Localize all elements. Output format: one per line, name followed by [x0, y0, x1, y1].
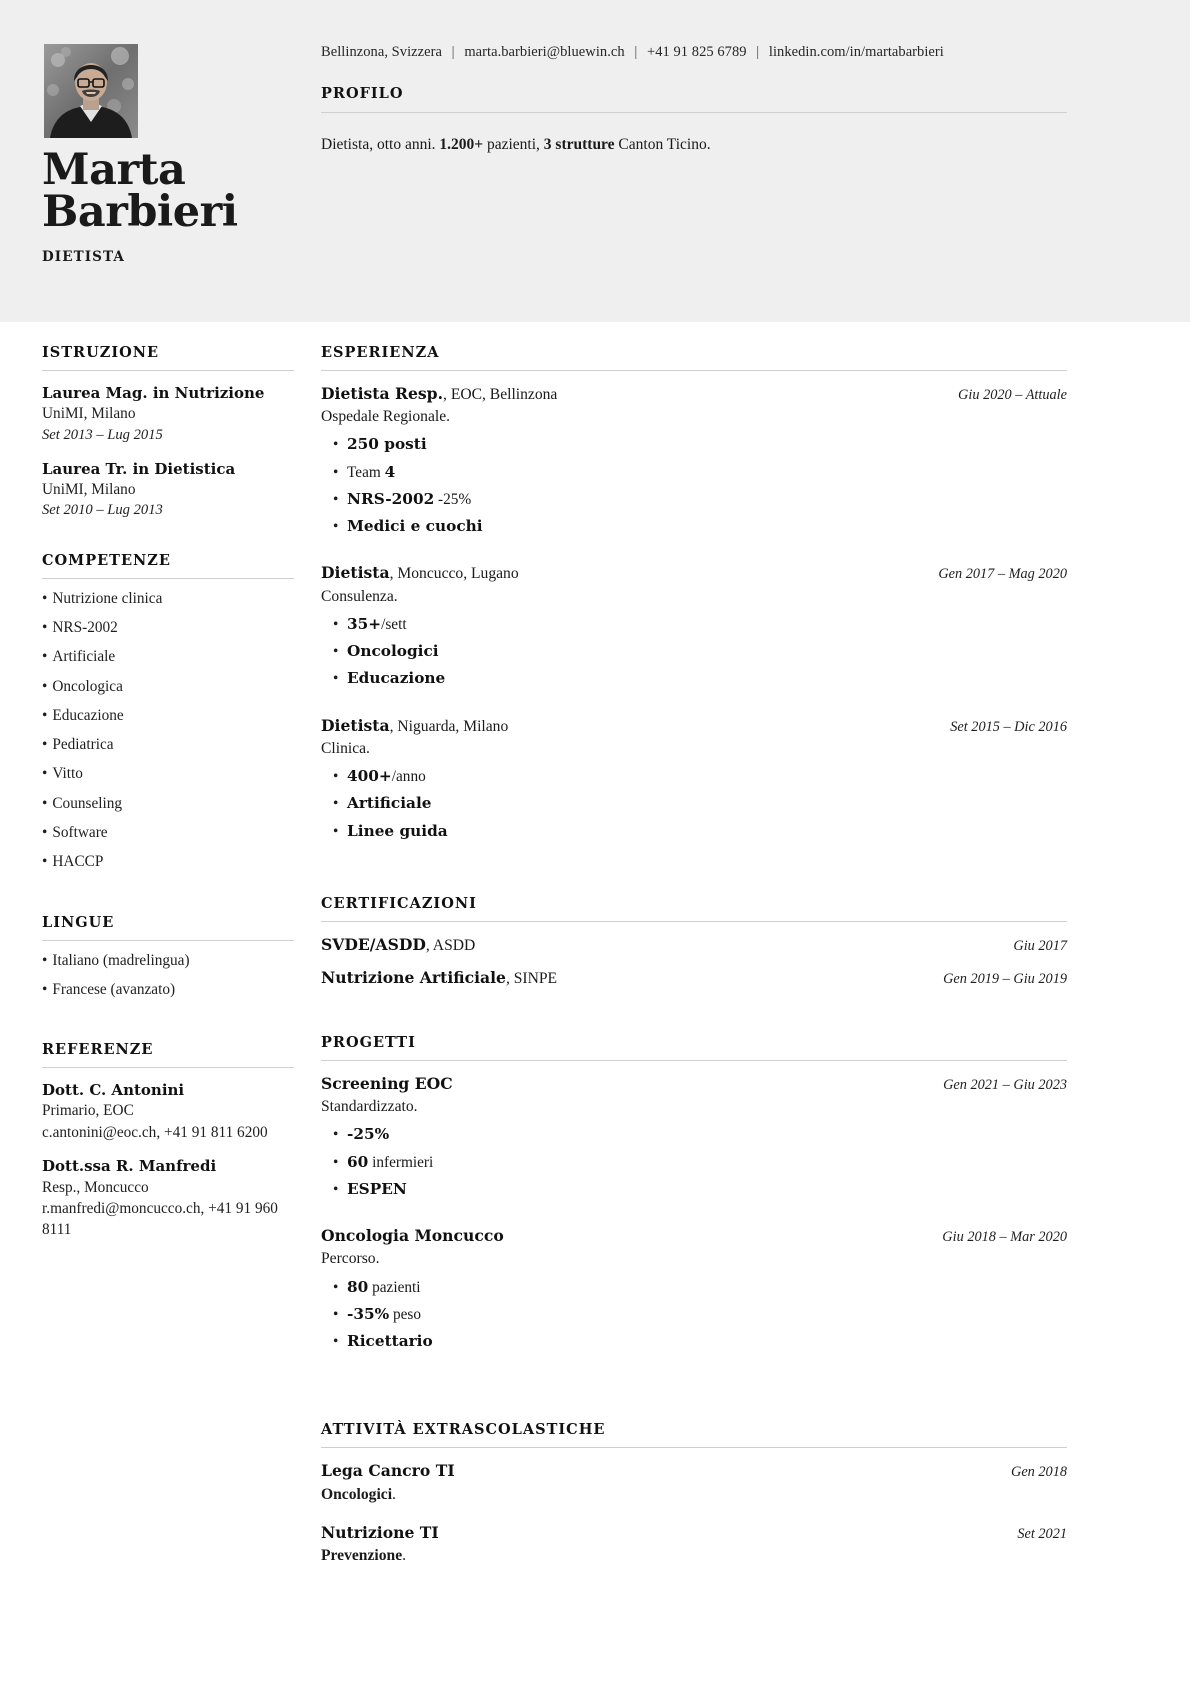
bullet-bold: 400+ [347, 766, 392, 785]
list-item [333, 462, 1067, 492]
experience-date: Gen 2017 – Mag 2020 [938, 566, 1067, 583]
experience-entry [321, 715, 1067, 851]
section-title-lingue: LINGUE [42, 913, 115, 931]
section-lingue [42, 914, 294, 1012]
education-entry [42, 459, 294, 522]
section-divider [321, 370, 1067, 371]
section-divider [42, 578, 294, 579]
skill-label: Counseling [52, 794, 123, 812]
job-title: DIETISTA [42, 249, 126, 266]
section-divider [321, 1060, 1067, 1061]
body-area [0, 322, 1190, 1564]
project-description: Standardizzato. [321, 1098, 418, 1116]
section-divider [42, 1067, 294, 1068]
profile-section-header [321, 85, 1067, 113]
list-item [42, 679, 294, 708]
skill-label: Software [52, 824, 108, 841]
list-item [333, 1152, 1067, 1182]
bullet-icon: • [42, 951, 48, 969]
list-item [42, 953, 294, 982]
bullet-icon: • [333, 436, 339, 454]
profile-text-3: Canton Ticino. [614, 136, 711, 153]
list-item [333, 489, 1067, 519]
bullet-icon: • [42, 736, 48, 754]
section-divider [321, 1447, 1067, 1448]
extracurricular-desc-bold: Prevenzione [321, 1546, 403, 1564]
list-item [42, 708, 294, 737]
project-description: Percorso. [321, 1250, 380, 1268]
section-title-referenze: REFERENZE [42, 1041, 154, 1059]
certification-name-bold: Nutrizione Artificiale [321, 967, 506, 987]
project-title-bold: Oncologia Moncucco [321, 1226, 504, 1246]
experience-bullets [321, 766, 1067, 851]
bullet-icon: • [333, 670, 339, 688]
bullet-bold: Medici e cuochi [347, 517, 483, 536]
reference-contact[interactable]: r.manfredi@moncucco.ch, +41 91 960 8111 [42, 1199, 278, 1239]
section-progetti [321, 1034, 1067, 1361]
extracurricular-desc-bold: Oncologici [321, 1485, 393, 1503]
bullet-icon: • [42, 853, 48, 871]
reference-entry [42, 1156, 294, 1240]
list-item [333, 794, 1067, 823]
section-divider [321, 112, 1067, 113]
bullet-icon: • [42, 980, 48, 998]
language-label: Italiano (madrelingua) [52, 951, 190, 969]
profile-bold-facilities: 3 strutture [543, 136, 615, 153]
bullet-icon: • [42, 824, 48, 841]
contact-separator: | [756, 44, 760, 60]
bullet-icon: • [333, 1278, 339, 1296]
section-certificazioni [321, 895, 1067, 990]
list-item [333, 1179, 1067, 1209]
bullet-bold: 80 [347, 1277, 369, 1296]
list-item [333, 614, 1067, 644]
bullet-bold: Ricettario [347, 1332, 433, 1351]
list-item [42, 620, 294, 649]
list-item [42, 854, 294, 883]
list-item [42, 982, 294, 1011]
experience-role-bold: Dietista Resp. [321, 384, 444, 403]
profile-summary [321, 134, 1067, 156]
bullet-rest: peso [389, 1305, 422, 1323]
bullet-icon: • [42, 589, 48, 607]
project-date: Gen 2021 – Giu 2023 [943, 1077, 1067, 1094]
skill-label: HACCP [52, 853, 104, 871]
project-bullets [321, 1277, 1067, 1362]
bullet-bold: Oncologici [347, 642, 439, 661]
profile-photo [44, 44, 138, 138]
experience-date: Giu 2020 – Attuale [958, 387, 1067, 403]
list-item [42, 649, 294, 678]
experience-header-row [321, 715, 1067, 738]
experience-role [321, 562, 519, 585]
skill-label: Educazione [52, 706, 124, 724]
bullet-icon: • [333, 822, 339, 840]
bullet-bold: 250 posti [347, 435, 427, 454]
list-item [42, 796, 294, 825]
extracurricular-title-bold: Lega Cancro TI [321, 1461, 455, 1481]
education-degree: Laurea Mag. in Nutrizione [42, 384, 265, 402]
experience-role-rest: , Niguarda, Milano [389, 717, 509, 735]
experience-header-row [321, 562, 1067, 585]
section-divider [42, 940, 294, 941]
list-item [333, 435, 1067, 464]
bullet-icon: • [333, 463, 339, 481]
bullet-icon: • [333, 518, 339, 536]
bullet-icon: • [333, 490, 339, 508]
reference-contact[interactable]: c.antonini@eoc.ch, +41 91 811 6200 [42, 1123, 268, 1141]
experience-entry [321, 383, 1067, 546]
section-title-progetti: PROGETTI [321, 1034, 416, 1052]
list-item [333, 1304, 1067, 1334]
section-competenze [42, 552, 294, 884]
section-istruzione [42, 344, 294, 522]
certification-issuer: , ASDD [425, 936, 476, 954]
reference-role: Primario, EOC [42, 1102, 134, 1120]
bullet-icon: • [333, 1153, 339, 1171]
experience-role [321, 715, 508, 738]
certification-date: Gen 2019 – Giu 2019 [943, 970, 1067, 987]
bullet-bold: NRS-2002 [347, 489, 435, 508]
education-school: UniMI, Milano [42, 405, 136, 423]
certification-date: Giu 2017 [1013, 937, 1067, 954]
education-degree: Laurea Tr. in Dietistica [42, 459, 236, 478]
bullet-icon: • [333, 767, 339, 785]
bullet-bold: 60 [347, 1152, 369, 1171]
experience-role [321, 383, 557, 406]
skill-label: Nutrizione clinica [52, 589, 163, 607]
section-esperienza [321, 344, 1067, 851]
reference-name: Dott.ssa R. Manfredi [42, 1157, 217, 1176]
certification-entry [321, 967, 1067, 990]
extracurricular-title [321, 1460, 455, 1483]
extracurricular-header-row [321, 1522, 1067, 1545]
list-item [333, 517, 1067, 546]
list-item [333, 766, 1067, 796]
first-name: Marta [42, 145, 186, 195]
contact-location: Bellinzona, Svizzera [321, 44, 442, 60]
last-name: Barbieri [42, 186, 238, 237]
bullet-bold: Artificiale [347, 794, 432, 813]
project-date: Giu 2018 – Mar 2020 [942, 1229, 1067, 1246]
skill-label: Oncologica [52, 677, 123, 695]
bullet-bold: Linee guida [347, 821, 448, 840]
section-referenze [42, 1041, 294, 1241]
bullet-icon: • [333, 615, 339, 633]
section-title-istruzione: ISTRUZIONE [42, 344, 160, 361]
section-divider [42, 370, 294, 371]
skill-label: Pediatrica [52, 736, 114, 754]
skill-label: Artificiale [52, 648, 116, 666]
bullet-icon: • [333, 643, 339, 661]
certification-name-bold: SVDE/ASDD [321, 934, 426, 954]
bullet-bold: 35+ [347, 614, 382, 633]
certification-entry [321, 934, 1067, 957]
project-bullets [321, 1127, 1067, 1209]
extracurricular-date: Gen 2018 [1011, 1464, 1067, 1481]
page-title [42, 145, 292, 237]
reference-entry [42, 1080, 294, 1143]
profile-bold-patients: 1.200+ [439, 136, 484, 153]
name-block [42, 145, 292, 266]
project-title-bold: Screening EOC [321, 1074, 453, 1094]
experience-description: Clinica. [321, 739, 370, 757]
language-label: Francese (avanzato) [52, 980, 176, 998]
section-title-competenze: COMPETENZE [42, 551, 171, 569]
bullet-icon: • [333, 1126, 339, 1144]
bullet-rest: infermieri [368, 1153, 434, 1171]
list-item [42, 766, 294, 795]
bullet-bold: ESPEN [347, 1179, 407, 1198]
section-divider [321, 921, 1067, 922]
bullet-rest: -25% [434, 490, 472, 508]
education-school: UniMI, Milano [42, 481, 136, 499]
profile-text-2: pazienti, [483, 136, 544, 153]
bullet-rest: /sett [381, 615, 407, 633]
reference-name: Dott. C. Antonini [42, 1081, 185, 1100]
certification-issuer: , SINPE [505, 969, 558, 987]
extracurricular-description [321, 1484, 1067, 1506]
bullet-icon: • [42, 677, 48, 695]
experience-role-rest: , EOC, Bellinzona [443, 386, 558, 403]
certification-name [321, 967, 557, 990]
list-item [333, 669, 1067, 698]
bullet-icon: • [333, 1333, 339, 1351]
project-title [321, 1225, 504, 1248]
list-item [42, 737, 294, 766]
experience-role-bold: Dietista [321, 563, 390, 583]
extracurricular-entry [321, 1522, 1067, 1567]
bullet-rest: /anno [391, 767, 426, 785]
experience-bullets [321, 437, 1067, 546]
extracurricular-desc-rest: . [392, 1485, 396, 1503]
section-title-esperienza: ESPERIENZA [321, 344, 440, 361]
bullet-icon: • [42, 765, 48, 783]
experience-entry [321, 562, 1067, 698]
languages-list [42, 953, 294, 1012]
contact-line [321, 44, 944, 61]
list-item [333, 642, 1067, 671]
reference-role: Resp., Moncucco [42, 1178, 149, 1196]
bullet-icon: • [42, 706, 48, 724]
certification-name [321, 934, 475, 957]
extracurricular-header-row [321, 1460, 1067, 1483]
education-dates: Set 2013 – Lug 2015 [42, 426, 163, 443]
bullet-icon: • [42, 648, 48, 666]
experience-bullets [321, 614, 1067, 699]
contact-email[interactable]: marta.barbieri@bluewin.ch [464, 44, 625, 60]
contact-linkedin[interactable]: linkedin.com/in/martabarbieri [768, 44, 944, 60]
experience-description: Consulenza. [321, 587, 398, 605]
project-title [321, 1073, 453, 1096]
bullet-bold: -25% [347, 1125, 390, 1144]
bullet-icon: • [42, 794, 48, 812]
section-title-profilo: PROFILO [321, 85, 404, 102]
section-title-certificazioni: CERTIFICAZIONI [321, 894, 477, 912]
extracurricular-desc-rest: . [402, 1546, 407, 1564]
bullet-icon: • [333, 795, 339, 813]
extracurricular-title-bold: Nutrizione TI [321, 1522, 439, 1542]
sidebar-column [42, 344, 294, 1271]
project-entry [321, 1073, 1067, 1209]
bullet-bold: 4 [384, 462, 396, 481]
experience-header-row [321, 383, 1067, 406]
project-entry [321, 1225, 1067, 1361]
project-header-row [321, 1073, 1067, 1096]
bullet-rest: Team [347, 463, 385, 481]
extracurricular-entry [321, 1460, 1067, 1505]
extracurricular-description [321, 1545, 1067, 1567]
contact-separator: | [451, 44, 455, 60]
bullet-icon: • [333, 1305, 339, 1323]
experience-description: Ospedale Regionale. [321, 408, 451, 426]
experience-date: Set 2015 – Dic 2016 [950, 718, 1067, 735]
skill-label: Vitto [52, 765, 83, 783]
list-item [42, 825, 294, 854]
header-band [0, 0, 1190, 322]
bullet-icon: • [42, 618, 48, 636]
contact-separator: | [634, 44, 638, 60]
extracurricular-date: Set 2021 [1017, 1525, 1067, 1542]
education-dates: Set 2010 – Lug 2013 [42, 502, 163, 519]
list-item [333, 1277, 1067, 1307]
section-title-attivita: ATTIVITÀ EXTRASCOLASTICHE [321, 1421, 606, 1439]
contact-phone[interactable]: +41 91 825 6789 [647, 44, 747, 60]
bullet-bold: -35% [347, 1304, 390, 1323]
profile-text-1: Dietista, otto anni. [321, 136, 440, 153]
skill-label: NRS-2002 [52, 618, 118, 636]
bullet-bold: Educazione [347, 669, 446, 688]
project-header-row [321, 1225, 1067, 1248]
list-item [333, 1125, 1067, 1154]
bullet-rest: pazienti [368, 1278, 421, 1296]
list-item [333, 821, 1067, 851]
education-entry [42, 383, 294, 446]
skills-list [42, 591, 294, 884]
list-item [42, 591, 294, 620]
experience-role-rest: , Moncucco, Lugano [389, 565, 519, 583]
extracurricular-title [321, 1522, 439, 1545]
list-item [333, 1332, 1067, 1361]
bullet-icon: • [333, 1180, 339, 1198]
section-attivita-extrascolastiche [321, 1421, 1067, 1567]
main-column [321, 344, 1067, 1597]
experience-role-bold: Dietista [321, 715, 390, 735]
